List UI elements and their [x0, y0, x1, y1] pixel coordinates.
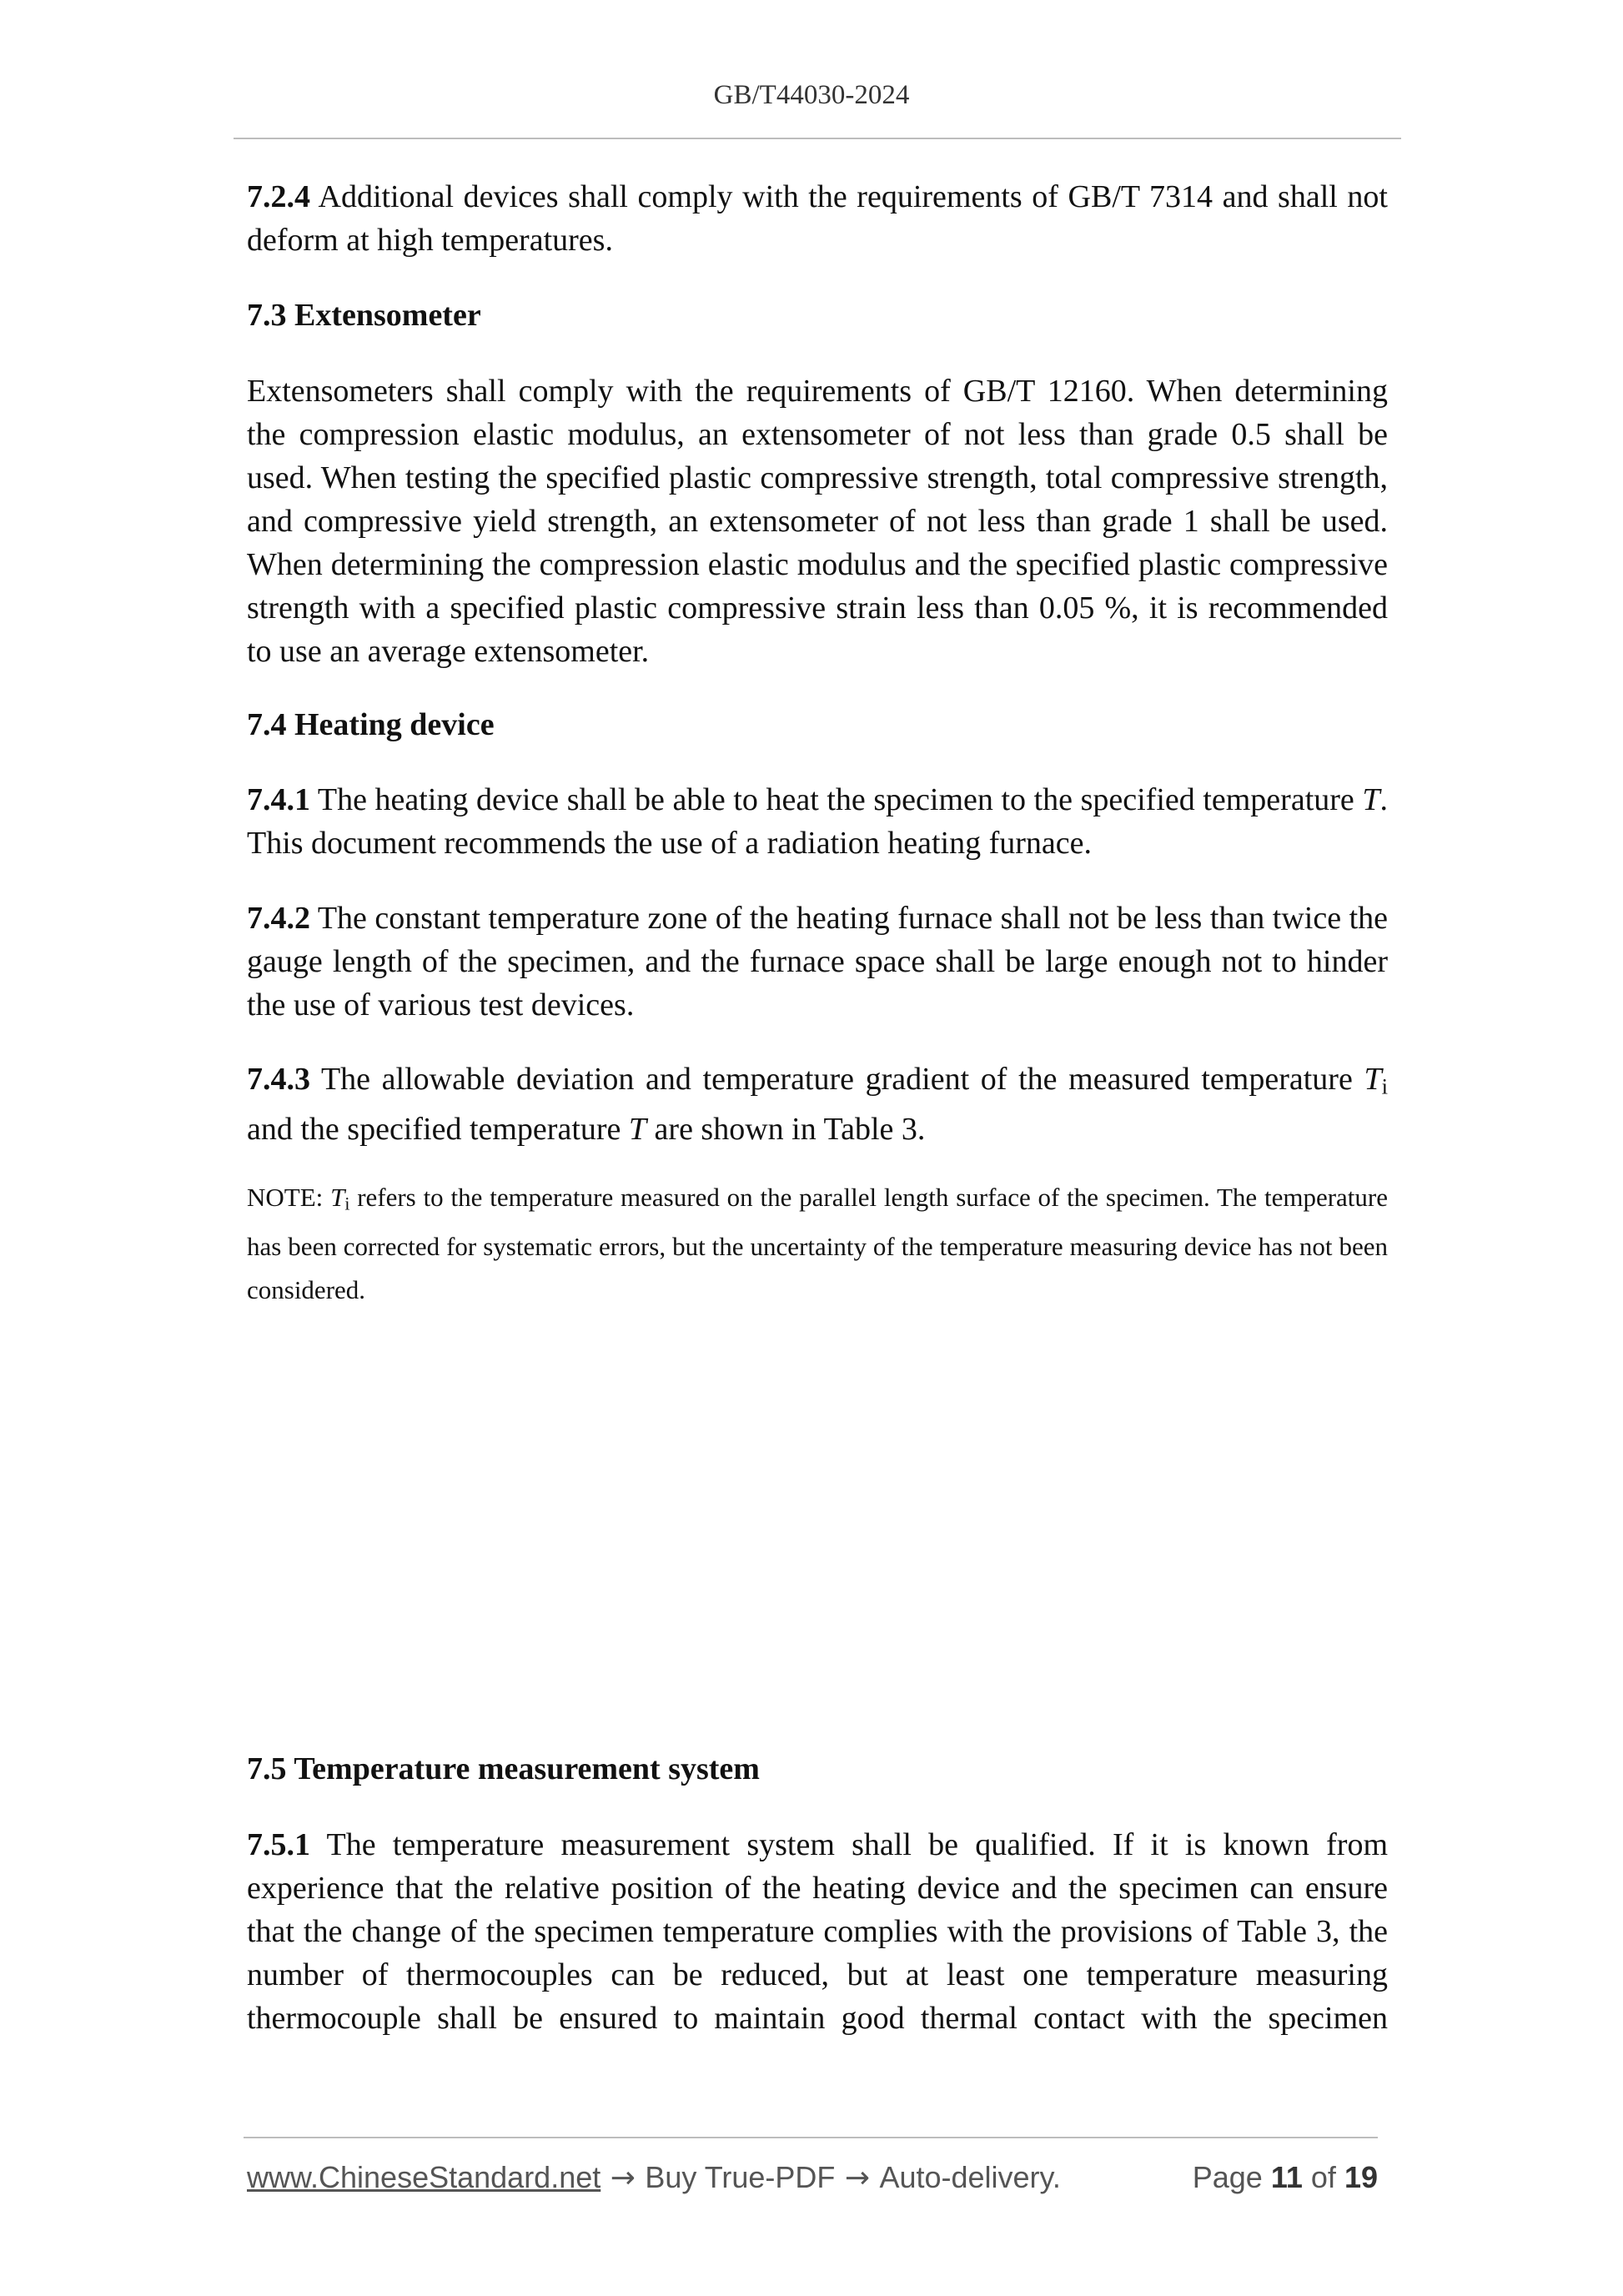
- clause-text: and the specified temperature: [247, 1112, 629, 1148]
- clause-number: 7.4.1: [247, 782, 310, 817]
- clause-number: 7.4.2: [247, 901, 310, 936]
- clause-7-4-1: [247, 778, 1388, 865]
- clause-7-4-3: [247, 1058, 1388, 1151]
- clause-number: 7.5.1: [247, 1827, 310, 1862]
- clause-7-4-2: [247, 897, 1388, 1027]
- clause-text: . This document recommends the use of a radiation heating furnace.: [247, 782, 1388, 861]
- footer-promo: [247, 2160, 1061, 2195]
- subscript-i: i: [344, 1193, 350, 1214]
- running-header: [0, 80, 1623, 111]
- clause-text: The allowable deviation and temperature gradient of the measured temperature: [310, 1062, 1364, 1097]
- document-id: GB/T44030-2024: [713, 80, 910, 110]
- footer: [247, 2160, 1378, 2195]
- symbol-t: T: [330, 1183, 345, 1212]
- arrow-right-icon: →: [835, 2161, 880, 2195]
- symbol-t: T: [1364, 1062, 1382, 1097]
- note: [247, 1176, 1388, 1312]
- section-7-3: [247, 294, 1388, 337]
- clause-number: 7.4.3: [247, 1062, 310, 1097]
- section-heading: 7.4 Heating device: [247, 707, 495, 742]
- clause-text: are shown in Table 3.: [646, 1112, 926, 1148]
- buy-text: Buy True-PDF: [645, 2160, 836, 2194]
- section-7-3-body: [247, 369, 1388, 673]
- delivery-text: Auto-delivery.: [879, 2160, 1061, 2194]
- clause-text: The heating device shall be able to heat the specimen to the specified temperature: [310, 782, 1363, 817]
- section-7-4: [247, 703, 1388, 746]
- note-label: NOTE:: [247, 1183, 331, 1212]
- clause-number: 7.2.4: [247, 179, 310, 214]
- arrow-right-icon: →: [600, 2161, 646, 2195]
- footer-divider: [244, 2137, 1378, 2138]
- page-indicator: [1193, 2160, 1378, 2195]
- section-7-5: [247, 1747, 1388, 1791]
- page-label: Page: [1192, 2160, 1263, 2194]
- clause-text: The temperature measurement system shall be qualified. If it is known from experience that the relative position of the heating device and the specimen can ensure that the change of the specimen temperature complies with the provisions of Table 3, the number of thermocouples can be reduced, but at least one temperature measuring thermocouple shall be ensured to maintain good thermal contact with the specimen: [247, 1827, 1388, 2036]
- paragraph: Extensometers shall comply with the requirements of GB/T 12160. When determining the compression elastic modulus, an extensometer of not less than grade 0.5 shall be used. When testing the specified plastic compressive strength, total compressive strength, and compressive yield strength, an extensometer of not less than grade 1 shall be used. When determining the compression elastic modulus and the specified plastic compressive strength with a specified plastic compressive strain less than 0.05 %, it is recommended to use an average extensometer.: [247, 374, 1388, 669]
- header-divider: [234, 138, 1401, 139]
- note-text: refers to the temperature measured on the parallel length surface of the specimen. The temperature has been corrected for systematic errors, but the uncertainty of the temperature measuring device has not been considered.: [247, 1183, 1389, 1305]
- page-current: 11: [1270, 2160, 1303, 2194]
- page-total: 19: [1344, 2160, 1378, 2194]
- clause-7-2-4: [247, 175, 1388, 262]
- section-heading: 7.3 Extensometer: [247, 298, 481, 333]
- subscript-i: i: [1381, 1073, 1388, 1099]
- clause-text: Additional devices shall comply with the requirements of GB/T 7314 and shall not deform at high temperatures.: [247, 179, 1388, 258]
- symbol-t: T: [628, 1112, 647, 1148]
- clause-7-5-1: [247, 1823, 1388, 2040]
- page-of: of: [1310, 2160, 1336, 2194]
- symbol-t: T: [1362, 782, 1380, 817]
- section-heading: 7.5 Temperature measurement system: [247, 1751, 760, 1786]
- clause-text: The constant temperature zone of the heating furnace shall not be less than twice the gauge length of the specimen, and the furnace space shall be large enough not to hinder the use of various test devices.: [247, 901, 1388, 1022]
- website-link[interactable]: www.ChineseStandard.net: [247, 2160, 601, 2194]
